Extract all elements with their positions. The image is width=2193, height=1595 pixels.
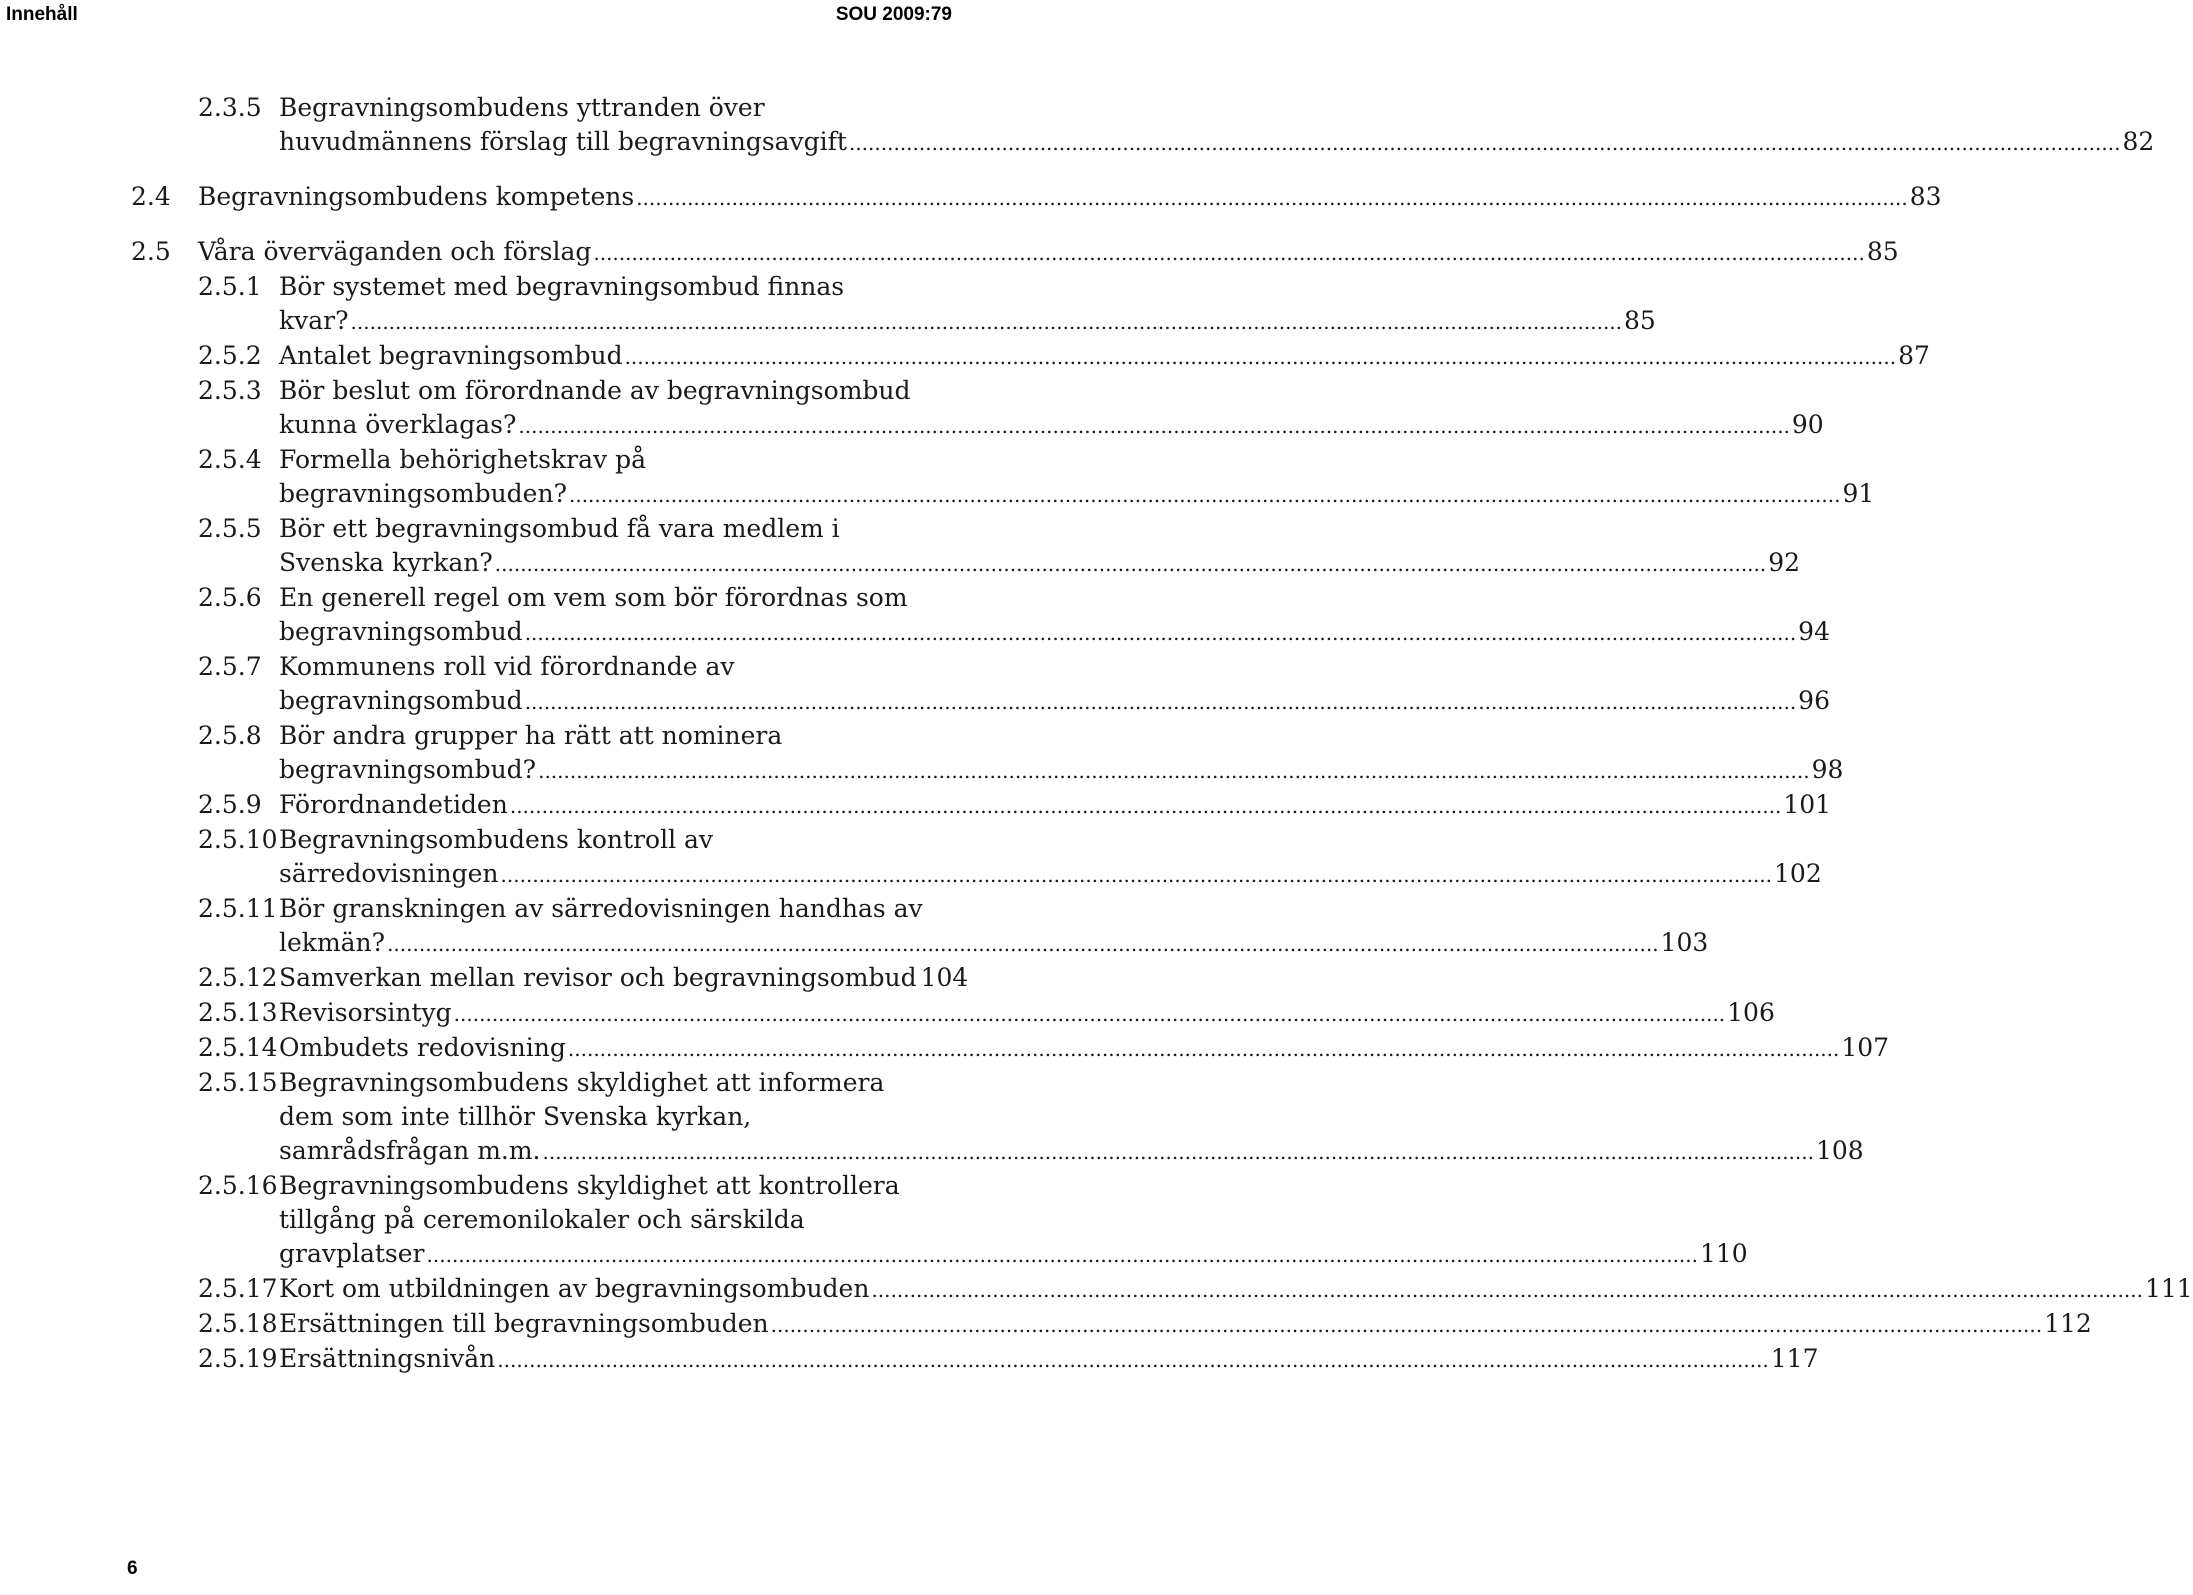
toc-entry-title-line: samrådsfrågan m.m. xyxy=(279,1136,541,1165)
dot-leader xyxy=(871,1273,2142,1307)
toc-entry-title-line: Formella behörighetskrav på xyxy=(279,445,646,474)
toc-entry[interactable] xyxy=(0,180,1942,215)
toc-entry[interactable] xyxy=(0,788,1832,823)
toc-entry-body xyxy=(279,1031,1890,1066)
toc-entry-page: 117 xyxy=(1770,1344,1819,1373)
page-number: 6 xyxy=(127,1558,138,1579)
toc-entry[interactable] xyxy=(0,719,1844,788)
toc-entry-page: 111 xyxy=(2144,1274,2193,1303)
toc-entry-page: 85 xyxy=(1624,306,1656,335)
toc-entry-title-line: gravplatser xyxy=(279,1239,425,1268)
toc-entry-title-line: tillgång på ceremonilokaler och särskilda xyxy=(279,1205,805,1234)
toc-entry-body xyxy=(279,892,1709,961)
toc-entry-page: 108 xyxy=(1815,1136,1864,1165)
dot-leader xyxy=(525,685,1796,719)
toc-entry-page: 106 xyxy=(1727,998,1775,1027)
toc-entry-page: 90 xyxy=(1791,410,1824,439)
dot-leader xyxy=(518,409,1789,443)
toc-entry-title-line: Revisorsintyg xyxy=(279,998,452,1027)
dot-leader xyxy=(625,340,1896,374)
toc-entry[interactable] xyxy=(0,823,1822,892)
dot-leader xyxy=(495,547,1766,581)
toc-entry-number: 2.5.14 xyxy=(198,1033,278,1062)
toc-entry-title-line: Kort om utbildningen av begravningsombuden xyxy=(279,1274,870,1303)
dot-leader xyxy=(593,236,1864,270)
toc-entry-body xyxy=(279,650,1830,719)
toc-entry-body xyxy=(279,1272,2193,1307)
dot-leader xyxy=(543,1135,1814,1169)
toc-entry-number: 2.5.2 xyxy=(198,341,262,370)
toc-entry-title-line: dem som inte tillhör Svenska kyrkan, xyxy=(279,1102,752,1131)
dot-leader xyxy=(454,997,1725,1031)
toc-entry-number: 2.5 xyxy=(131,237,171,266)
toc-entry-number: 2.5.9 xyxy=(198,790,262,819)
toc-entry-body xyxy=(279,91,2155,160)
toc-entry[interactable] xyxy=(0,650,1830,719)
toc-entry-title-line: Ersättningsnivån xyxy=(279,1344,496,1373)
dot-leader xyxy=(501,858,1772,892)
dot-leader xyxy=(427,1238,1698,1272)
toc-entry-number: 2.5.7 xyxy=(198,652,262,681)
toc-entry-number: 2.5.4 xyxy=(198,445,262,474)
toc-entry-number: 2.3.5 xyxy=(198,93,262,122)
toc-entry-page: 110 xyxy=(1700,1239,1748,1268)
toc-entry-page: 94 xyxy=(1798,617,1830,646)
toc-entry-title-line: Begravningsombudens skyldighet att kontrollera xyxy=(279,1171,900,1200)
toc-entry-title-line: Samverkan mellan revisor och begravningsombud xyxy=(279,963,917,992)
toc-entry-title-line: Bör systemet med begravningsombud finnas xyxy=(279,272,845,301)
toc-entry-body xyxy=(279,1066,1864,1169)
toc-entry-page: 102 xyxy=(1774,859,1822,888)
toc-entry[interactable] xyxy=(0,1169,1748,1272)
toc-entry-body xyxy=(279,996,1775,1031)
toc-entry-page: 103 xyxy=(1660,928,1709,957)
toc-entry-body xyxy=(279,512,1801,581)
toc-entry-body xyxy=(279,581,1830,650)
toc-entry-number: 2.5.19 xyxy=(198,1344,278,1373)
toc-entry[interactable] xyxy=(0,374,1824,443)
toc-entry-title-line: Bör andra grupper ha rätt att nominera xyxy=(279,721,783,750)
toc-entry[interactable] xyxy=(0,961,969,996)
toc-entry-page: 107 xyxy=(1841,1033,1890,1062)
toc-entry-title-line: Begravningsombudens yttranden över xyxy=(279,93,765,122)
toc-entry-body xyxy=(279,961,969,996)
toc-entry-title-line: Bör beslut om förordnande av begravningsombud xyxy=(279,376,911,405)
toc-entry-number: 2.5.1 xyxy=(198,272,262,301)
toc-entry-body xyxy=(279,788,1832,823)
toc-entry-title-line: Svenska kyrkan? xyxy=(279,548,493,577)
toc-entry[interactable] xyxy=(0,443,1875,512)
toc-entry-number: 2.5.3 xyxy=(198,376,262,405)
toc-entry-number: 2.5.18 xyxy=(198,1309,278,1338)
toc-entry-number: 2.5.11 xyxy=(198,894,278,923)
toc-entry-title-line: begravningsombuden? xyxy=(279,479,567,508)
dot-leader xyxy=(525,616,1796,650)
toc-entry-title-line: Antalet begravningsombud xyxy=(279,341,623,370)
running-header xyxy=(0,4,960,36)
toc-entry-body xyxy=(279,823,1822,892)
toc-entry-page: 96 xyxy=(1798,686,1830,715)
toc-entry[interactable] xyxy=(0,339,1930,374)
toc-entry-title-line: huvudmännens förslag till begravningsavgift xyxy=(279,127,847,156)
toc-entry-number: 2.4 xyxy=(131,182,171,211)
toc-entry-number: 2.5.8 xyxy=(198,721,262,750)
dot-leader xyxy=(538,754,1809,788)
toc-entry-title-line: Bör ett begravningsombud få vara medlem i xyxy=(279,514,840,543)
dot-leader xyxy=(569,478,1840,512)
toc-entry-body xyxy=(279,374,1824,443)
toc-entry-title-line: Bör granskningen av särredovisningen handhas av xyxy=(279,894,923,923)
toc-entry-title-line: lekmän? xyxy=(279,928,386,957)
toc-entry-page: 85 xyxy=(1866,237,1899,266)
toc-entry-title-line: Kommunens roll vid förordnande av xyxy=(279,652,735,681)
toc-entry-title-line: Förordnandetiden xyxy=(279,790,508,819)
toc-entry-body xyxy=(279,443,1875,512)
toc-entry-body xyxy=(198,180,1942,215)
toc-entry-body xyxy=(279,1307,2092,1342)
toc-entry[interactable] xyxy=(0,581,1830,650)
toc-entry-title-line: kvar? xyxy=(279,306,349,335)
toc-entry[interactable] xyxy=(0,892,1709,961)
dot-leader xyxy=(636,181,1907,215)
toc-entry-number: 2.5.10 xyxy=(198,825,278,854)
toc-entry-body xyxy=(279,339,1930,374)
table-of-contents xyxy=(0,91,2193,1377)
toc-entry[interactable] xyxy=(0,91,2155,160)
toc-entry-number: 2.5.15 xyxy=(198,1068,278,1097)
dot-leader xyxy=(568,1032,1839,1066)
document-reference: SOU 2009:79 xyxy=(835,4,952,25)
toc-entry-page: 92 xyxy=(1768,548,1801,577)
toc-entry-title-line: kunna överklagas? xyxy=(279,410,517,439)
dot-leader xyxy=(849,126,2120,160)
toc-entry-title-line: Våra överväganden och förslag xyxy=(198,237,592,266)
toc-entry-number: 2.5.16 xyxy=(198,1171,278,1200)
toc-entry-title-line: begravningsombud xyxy=(279,686,523,715)
toc-entry-number: 2.5.13 xyxy=(198,998,278,1027)
toc-entry[interactable] xyxy=(0,1066,1864,1169)
toc-entry-title-line: Begravningsombudens kompetens xyxy=(198,182,635,211)
toc-entry-title-line: Ombudets redovisning xyxy=(279,1033,566,1062)
toc-entry-title-line: Ersättningen till begravningsombuden xyxy=(279,1309,769,1338)
toc-entry-page: 104 xyxy=(920,963,969,992)
toc-entry-body xyxy=(279,1169,1748,1272)
toc-entry-number: 2.5.6 xyxy=(198,583,262,612)
toc-entry-number: 2.5.12 xyxy=(198,963,278,992)
toc-entry-title-line: begravningsombud xyxy=(279,617,523,646)
toc-entry-body xyxy=(279,1342,1819,1377)
toc-entry-page: 82 xyxy=(2122,127,2155,156)
toc-entry-page: 91 xyxy=(1842,479,1875,508)
toc-entry-body xyxy=(198,235,1899,270)
toc-entry[interactable] xyxy=(0,512,1801,581)
toc-entry[interactable] xyxy=(0,1342,1819,1377)
toc-entry-page: 101 xyxy=(1783,790,1832,819)
toc-entry-body xyxy=(279,719,1844,788)
toc-entry[interactable] xyxy=(0,1272,2193,1307)
toc-entry[interactable] xyxy=(0,996,1775,1031)
section-title: Innehåll xyxy=(6,4,78,25)
toc-entry-title-line: särredovisningen xyxy=(279,859,499,888)
toc-entry-title-line: Begravningsombudens skyldighet att informera xyxy=(279,1068,885,1097)
toc-entry-body xyxy=(279,270,1656,339)
dot-leader xyxy=(771,1308,2042,1342)
toc-entry-title-line: Begravningsombudens kontroll av xyxy=(279,825,714,854)
dot-leader xyxy=(387,927,1658,961)
dot-leader xyxy=(351,305,1622,339)
toc-entry-number: 2.5.5 xyxy=(198,514,262,543)
toc-entry[interactable] xyxy=(0,1307,2092,1342)
dot-leader xyxy=(497,1343,1768,1377)
dot-leader xyxy=(510,789,1781,823)
toc-entry-page: 87 xyxy=(1898,341,1930,370)
toc-entry-page: 112 xyxy=(2044,1309,2092,1338)
toc-entry-title-line: En generell regel om vem som bör förordnas som xyxy=(279,583,908,612)
toc-entry-page: 83 xyxy=(1909,182,1942,211)
toc-entry-page: 98 xyxy=(1811,755,1844,784)
toc-entry[interactable] xyxy=(0,1031,1890,1066)
toc-entry[interactable] xyxy=(0,235,1899,270)
toc-entry[interactable] xyxy=(0,270,1656,339)
toc-entry-title-line: begravningsombud? xyxy=(279,755,537,784)
toc-entry-number: 2.5.17 xyxy=(198,1274,278,1303)
